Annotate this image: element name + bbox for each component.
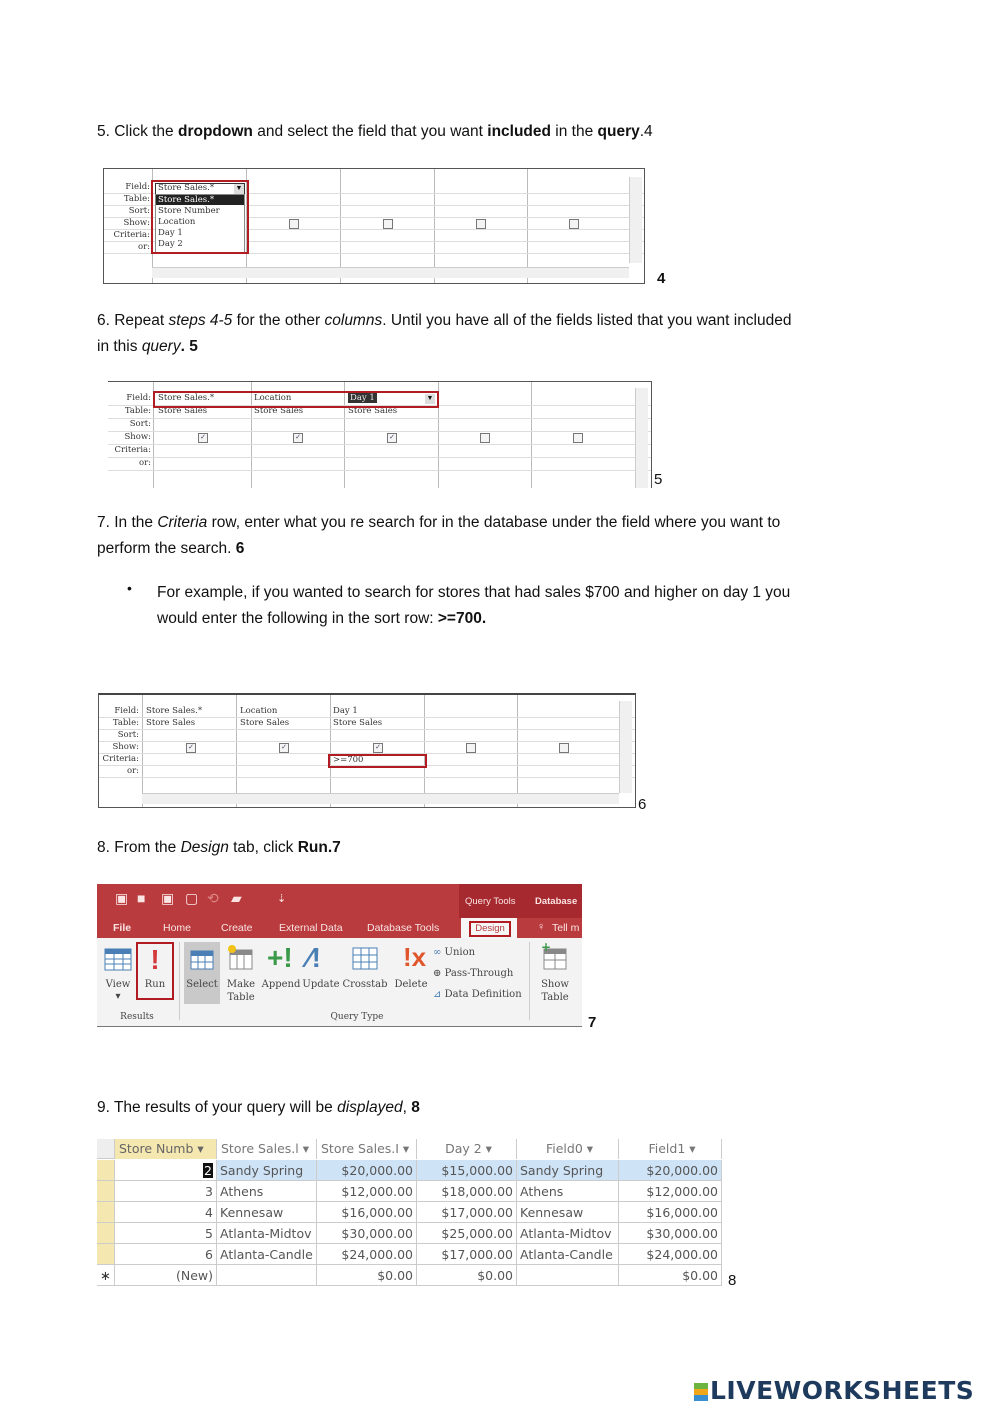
table-cell: Store Sales xyxy=(348,406,398,416)
dropdown-option[interactable]: Store Number xyxy=(158,206,220,216)
table-cell[interactable] xyxy=(517,1265,619,1286)
show-checkbox[interactable] xyxy=(569,219,579,229)
select-query-icon xyxy=(189,946,215,972)
table-cell[interactable]: Atlanta-Midtov xyxy=(517,1223,619,1244)
table-cell[interactable]: $0.00 xyxy=(417,1265,517,1286)
table-cell[interactable]: Atlanta-Candle xyxy=(217,1244,317,1265)
horizontal-scrollbar[interactable] xyxy=(142,793,619,804)
run-button[interactable]: ! Run xyxy=(136,942,174,1000)
table-cell[interactable]: Athens xyxy=(217,1181,317,1202)
row-label: or: xyxy=(126,766,139,776)
table-cell[interactable]: Atlanta-Midtov xyxy=(217,1223,317,1244)
group-label-query-type: Query Type xyxy=(330,1012,384,1022)
column-header[interactable]: Field0 ▾ xyxy=(517,1139,619,1159)
make-table-icon[interactable] xyxy=(227,944,255,972)
query-grid-figure-6 xyxy=(98,693,636,808)
table-cell: Store Sales xyxy=(240,718,290,728)
table-cell[interactable]: $17,000.00 xyxy=(417,1202,517,1223)
crosstab-icon[interactable] xyxy=(351,944,379,972)
table-cell: Store Sales xyxy=(254,406,304,416)
row-label: Field: xyxy=(114,706,139,716)
highlight-box xyxy=(153,391,439,408)
globe-icon: ⊕ xyxy=(433,968,442,979)
figure-number: 8 xyxy=(728,1272,737,1289)
record-selector[interactable] xyxy=(97,1160,115,1181)
undo-icon[interactable]: ⟲ xyxy=(207,890,219,906)
query-results-datasheet xyxy=(97,1139,722,1289)
pass-through-button[interactable]: ⊕ Pass-Through xyxy=(433,968,514,979)
table-cell[interactable]: Sandy Spring xyxy=(217,1160,317,1181)
field-dropdown[interactable]: Store Sales.* ▼ xyxy=(155,183,245,195)
show-checkbox[interactable] xyxy=(573,433,583,443)
table-cell[interactable]: $24,000.00 xyxy=(317,1244,417,1265)
step-5-instruction: 5. Click the dropdown and select the field that you want included in the query.4 xyxy=(97,123,653,140)
table-cell[interactable]: 5 xyxy=(115,1223,217,1244)
save-icon[interactable]: ▣ xyxy=(115,890,129,906)
open-icon[interactable]: ▰ xyxy=(231,890,242,906)
chevron-down-icon[interactable]: ▼ xyxy=(426,395,434,402)
new-icon[interactable]: ▢ xyxy=(185,890,199,906)
union-button[interactable]: ∞ Union xyxy=(433,947,476,958)
row-label: Show: xyxy=(112,742,139,752)
table-cell[interactable]: $0.00 xyxy=(619,1265,722,1286)
row-label: Field: xyxy=(125,182,150,192)
show-checkbox[interactable]: ✓ xyxy=(279,743,289,753)
show-table-icon[interactable] xyxy=(541,942,569,972)
union-icon: ∞ xyxy=(433,947,442,958)
table-cell[interactable]: Atlanta-Candle xyxy=(517,1244,619,1265)
table-cell[interactable]: $24,000.00 xyxy=(619,1244,722,1265)
tell-me-box[interactable]: Tell m xyxy=(552,922,580,934)
table-row[interactable] xyxy=(97,1244,722,1265)
show-checkbox[interactable] xyxy=(480,433,490,443)
row-label: Table: xyxy=(123,194,150,204)
new-record-icon: ∗ xyxy=(97,1265,115,1286)
table-row[interactable] xyxy=(97,1202,722,1223)
table-row[interactable] xyxy=(97,1181,722,1202)
table-cell[interactable]: $18,000.00 xyxy=(417,1181,517,1202)
field-cell[interactable]: Location xyxy=(240,706,278,716)
column-header[interactable]: Day 2 ▾ xyxy=(417,1139,517,1159)
view-button[interactable]: View xyxy=(105,979,131,990)
tab-create[interactable]: Create xyxy=(221,922,253,934)
row-label: Show: xyxy=(123,218,150,228)
table-cell[interactable] xyxy=(217,1265,317,1286)
access-ribbon xyxy=(97,884,582,1027)
table-cell[interactable]: Sandy Spring xyxy=(517,1160,619,1181)
step-8-instruction: 8. From the Design tab, click Run.7 xyxy=(97,839,341,856)
highlight-box xyxy=(151,180,249,254)
select-all-corner[interactable] xyxy=(97,1139,115,1159)
tab-design[interactable]: Design xyxy=(461,918,517,938)
dropdown-option[interactable]: Day 2 xyxy=(158,239,183,249)
lightbulb-icon: ♀ xyxy=(537,921,546,933)
append-button[interactable]: Append xyxy=(261,979,301,990)
liveworksheets-logo: LIVEWORKSHEETS xyxy=(694,1376,974,1405)
figure-number: 5 xyxy=(654,471,663,488)
table-cell[interactable]: 4 xyxy=(115,1202,217,1223)
table-row[interactable] xyxy=(97,1223,722,1244)
chevron-down-icon[interactable]: ▼ xyxy=(235,185,243,192)
field-cell[interactable]: Day 1 xyxy=(333,706,358,716)
table-cell[interactable]: (New) xyxy=(115,1265,217,1286)
append-icon[interactable]: +! xyxy=(267,942,293,973)
criteria-input[interactable]: >=700 xyxy=(333,755,364,765)
table-cell[interactable]: $15,000.00 xyxy=(417,1160,517,1181)
row-label: Field: xyxy=(126,393,151,403)
highlight-box xyxy=(328,754,427,768)
customize-icon[interactable]: ⇣ xyxy=(277,893,287,905)
svg-text:+: + xyxy=(541,942,552,954)
folder-icon[interactable]: ■ xyxy=(137,890,146,906)
vertical-scrollbar[interactable] xyxy=(635,388,648,488)
show-checkbox[interactable]: ✓ xyxy=(373,743,383,753)
vertical-scrollbar[interactable] xyxy=(619,701,632,793)
table-cell[interactable]: $12,000.00 xyxy=(619,1181,722,1202)
row-label: Criteria: xyxy=(113,230,150,240)
select-button[interactable]: Select xyxy=(184,942,220,1004)
field-cell[interactable]: Day 1 xyxy=(350,393,375,403)
step-7-instruction: 7. In the Criteria row, enter what you re search for in the database under the field where you want to perform the search. 6 xyxy=(97,514,781,557)
new-record-row[interactable] xyxy=(97,1265,722,1286)
table-cell[interactable]: $20,000.00 xyxy=(619,1160,722,1181)
row-label: Show: xyxy=(124,432,151,442)
figure-number: 4 xyxy=(657,270,666,287)
table-cell[interactable]: $25,000.00 xyxy=(417,1223,517,1244)
table-cell[interactable]: $30,000.00 xyxy=(619,1223,722,1244)
make-table-button[interactable]: Make Table xyxy=(226,979,256,1003)
data-definition-button[interactable]: ⊿ Data Definition xyxy=(433,989,522,1000)
group-label-results: Results xyxy=(120,1012,154,1022)
table-cell[interactable]: $16,000.00 xyxy=(317,1202,417,1223)
table-cell[interactable]: $0.00 xyxy=(317,1265,417,1286)
row-label: Criteria: xyxy=(102,754,139,764)
row-label: Sort: xyxy=(128,206,150,216)
row-label: Table: xyxy=(124,406,151,416)
table-cell: Store Sales xyxy=(146,718,196,728)
tab-file[interactable]: File xyxy=(113,922,132,934)
record-selector[interactable] xyxy=(97,1202,115,1223)
tab-database-tools[interactable]: Database Tools xyxy=(367,922,440,934)
table-cell[interactable]: $17,000.00 xyxy=(417,1244,517,1265)
table-cell[interactable]: 3 xyxy=(115,1181,217,1202)
show-checkbox[interactable] xyxy=(466,743,476,753)
chevron-down-icon[interactable]: ▾ xyxy=(115,991,121,1002)
dropdown-option[interactable]: Location xyxy=(158,217,196,227)
row-label: Table: xyxy=(112,718,139,728)
bullet-icon: • xyxy=(127,580,132,596)
column-header[interactable]: Field1 ▾ xyxy=(619,1139,722,1159)
row-label: Criteria: xyxy=(114,445,151,455)
bullet-example: For example, if you wanted to search for stores that had sales $700 and higher on day 1 you would enter the following in the sort row: >=700. xyxy=(157,584,791,627)
dropdown-option[interactable]: Store Sales.* xyxy=(156,195,244,205)
logo-icon xyxy=(694,1383,708,1401)
show-table-button[interactable]: Show Table xyxy=(541,979,569,1003)
step-6-instruction: 6. Repeat steps 4-5 for the other columns. Until you have all of the fields listed that you want included in this query. 5 xyxy=(97,312,792,355)
show-checkbox[interactable] xyxy=(559,743,569,753)
exclamation-icon: ! xyxy=(150,944,160,975)
table-cell[interactable]: $12,000.00 xyxy=(317,1181,417,1202)
table-cell[interactable]: $20,000.00 xyxy=(317,1160,417,1181)
column-header[interactable]: Store Numb ▾ xyxy=(115,1139,217,1159)
update-icon[interactable]: ⁄! xyxy=(307,942,321,973)
show-checkbox[interactable]: ✓ xyxy=(293,433,303,443)
grid-view-icon[interactable] xyxy=(104,946,132,977)
row-label: or: xyxy=(137,242,150,252)
context-tab-query-tools: Query Tools xyxy=(465,896,516,907)
context-tab-database: Database xyxy=(535,896,578,907)
horizontal-scrollbar[interactable] xyxy=(152,267,629,278)
table-cell: Store Sales xyxy=(158,406,208,416)
table-cell[interactable]: Athens xyxy=(517,1181,619,1202)
dropdown-option[interactable]: Day 1 xyxy=(158,228,183,238)
delete-icon[interactable]: !x xyxy=(403,942,427,972)
show-checkbox[interactable] xyxy=(289,219,299,229)
row-label: Sort: xyxy=(117,730,139,740)
table-cell[interactable]: Kennesaw xyxy=(217,1202,317,1223)
figure-number: 6 xyxy=(638,796,647,813)
query-grid-figure-4 xyxy=(103,168,645,284)
column-header[interactable]: Store Sales.l ▾ xyxy=(217,1139,317,1159)
record-selector[interactable] xyxy=(97,1181,115,1202)
table-row[interactable] xyxy=(97,1160,722,1181)
table-cell[interactable]: 2 xyxy=(115,1160,217,1181)
show-checkbox[interactable] xyxy=(383,219,393,229)
table-cell[interactable]: $16,000.00 xyxy=(619,1202,722,1223)
vertical-scrollbar[interactable] xyxy=(629,177,642,263)
show-checkbox[interactable]: ✓ xyxy=(186,743,196,753)
table-cell[interactable]: Kennesaw xyxy=(517,1202,619,1223)
table-cell: Store Sales xyxy=(333,718,383,728)
column-header[interactable]: Store Sales.I ▾ xyxy=(317,1139,417,1159)
show-checkbox[interactable]: ✓ xyxy=(387,433,397,443)
step-9-instruction: 9. The results of your query will be displayed, 8 xyxy=(97,1099,420,1116)
field-cell[interactable]: Store Sales.* xyxy=(158,393,215,403)
table-cell[interactable]: 6 xyxy=(115,1244,217,1265)
record-selector[interactable] xyxy=(97,1223,115,1244)
crosstab-button[interactable]: Crosstab xyxy=(342,979,388,990)
row-label: Sort: xyxy=(129,419,151,429)
show-checkbox[interactable] xyxy=(476,219,486,229)
record-selector[interactable] xyxy=(97,1244,115,1265)
query-grid-figure-5 xyxy=(108,381,652,488)
field-cell[interactable]: Store Sales.* xyxy=(146,706,203,716)
show-checkbox[interactable]: ✓ xyxy=(198,433,208,443)
update-button[interactable]: Update xyxy=(302,979,340,990)
save-as-icon[interactable]: ▣ xyxy=(161,890,175,906)
field-cell[interactable]: Location xyxy=(254,393,292,403)
row-label: or: xyxy=(138,458,151,468)
tab-home[interactable]: Home xyxy=(163,922,192,934)
tab-external-data[interactable]: External Data xyxy=(279,922,343,934)
delete-button[interactable]: Delete xyxy=(394,979,428,990)
data-definition-icon: ⊿ xyxy=(433,989,442,1000)
table-cell[interactable]: $30,000.00 xyxy=(317,1223,417,1244)
figure-number: 7 xyxy=(588,1014,597,1031)
